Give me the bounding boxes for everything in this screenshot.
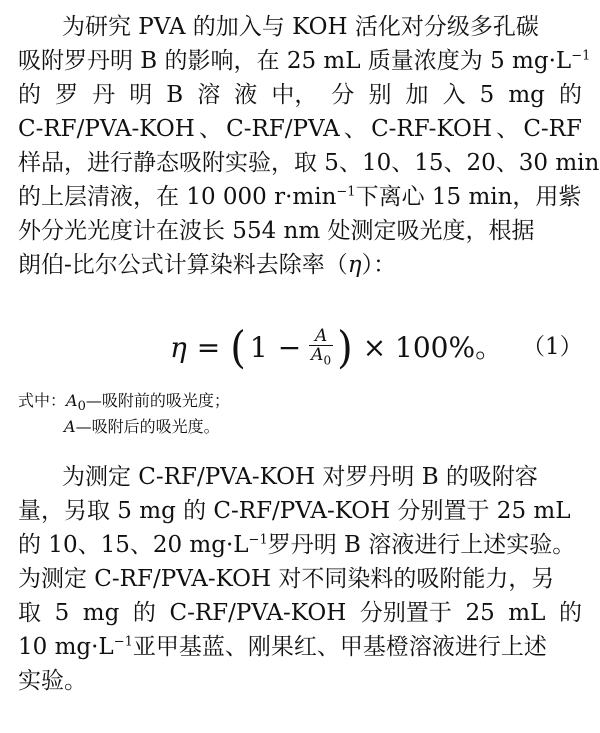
note-a0-sub: 0: [77, 399, 86, 415]
p1-line-4-word: 、: [343, 116, 367, 142]
p2-line-6: [18, 632, 582, 662]
p1-line-6-b: 下离心 15 min，用紫: [355, 184, 582, 210]
p2-line-5: [18, 598, 582, 628]
p1-line-3-word: 的: [558, 82, 582, 108]
p1-line-4-word: 、: [198, 116, 222, 142]
note-a0-symbol: A: [66, 391, 78, 410]
p2-line-5-word: mg: [82, 600, 120, 626]
p2-line-5-word: 分别置于: [359, 600, 452, 626]
eq-right-paren: ): [337, 322, 353, 374]
p1-line-3-word: 明: [129, 82, 153, 108]
eq-denominator-sub: 0: [323, 353, 332, 368]
p2-line-2: 量，另取 5 mg 的 C-RF/PVA-KOH 分别置于 25 mL: [18, 498, 571, 524]
p1-line-4-word: C-RF/PVA: [226, 116, 340, 142]
p1-line-3-word: 液: [234, 82, 258, 108]
p2-line-5-word: C-RF/PVA-KOH: [169, 600, 347, 626]
p1-line-4-word: C-RF-KOH: [371, 116, 492, 142]
p1-line-3-word: 的: [18, 82, 41, 108]
p2-line-5-word: mL: [508, 600, 546, 626]
p2-line-7: 实验。: [18, 668, 87, 694]
equation: [170, 322, 504, 374]
p2-line-3: [18, 530, 582, 560]
p1-line-1: 为研究 PVA 的加入与 KOH 活化对分级多孔碳: [62, 14, 539, 40]
p1-line-4-word: C-RF/PVA-KOH: [18, 116, 195, 142]
eq-denominator-symbol: A: [311, 344, 324, 365]
unit-superscript: −1: [571, 48, 591, 64]
eq-one: 1: [249, 331, 268, 364]
eq-fraction: [309, 327, 333, 369]
note-prefix: 式中：: [18, 391, 67, 410]
p1-line-2: [18, 46, 591, 76]
eq-minus: −: [277, 331, 302, 364]
p1-line-2-text: 吸附罗丹明 B 的影响，在 25 mL 质量浓度为 5 mg·L: [18, 48, 572, 74]
p1-line-3-word: 入: [442, 82, 466, 108]
eta-symbol: η: [347, 252, 362, 278]
p2-line-3-b: 罗丹明 B 溶液进行上述实验。: [267, 532, 576, 558]
p1-line-4-word: C-RF: [523, 116, 582, 142]
p2-line-6-b: 亚甲基蓝、刚果红、甲基橙溶液进行上述: [132, 634, 547, 660]
p1-line-3-word: 中，: [271, 82, 318, 108]
p1-line-6: [18, 182, 582, 212]
eq-lhs: η: [170, 331, 187, 364]
p1-line-3: [18, 80, 582, 110]
p1-line-3-word: 丹: [92, 82, 116, 108]
p2-line-5-word: 5: [54, 600, 70, 626]
note-a-symbol: A: [64, 417, 76, 436]
p1-line-8-b: ）：: [361, 252, 397, 278]
p1-line-4: [18, 114, 582, 144]
p1-line-8: [18, 250, 582, 280]
p2-line-5-word: 的: [558, 600, 582, 626]
p1-line-3-word: B: [166, 82, 184, 108]
p2-line-5-word: 取: [18, 600, 41, 626]
note-a0: [18, 390, 230, 415]
p1-line-4-word: 、: [496, 116, 520, 142]
p1-line-3-word: 别: [368, 82, 392, 108]
unit-superscript: −1: [336, 184, 356, 200]
eq-numerator: A: [314, 325, 328, 346]
p1-line-5: 样品，进行静态吸附实验，取 5、10、15、20、30 min: [18, 150, 600, 176]
note-a-text: —吸附后的吸光度。: [75, 417, 220, 436]
p2-line-6-a: 10 mg·L: [18, 634, 114, 660]
p2-line-1: 为测定 C-RF/PVA-KOH 对罗丹明 B 的吸附容: [62, 464, 538, 490]
p2-line-5-word: 25: [465, 600, 495, 626]
p2-line-3-a: 的 10、15、20 mg·L: [18, 532, 249, 558]
p1-line-7: 外分光光度计在波长 554 nm 处测定吸光度，根据: [18, 218, 535, 244]
p2-line-4: 为测定 C-RF/PVA-KOH 对不同染料的吸附能力，另: [18, 566, 555, 592]
p1-line-3-word: 5: [479, 82, 495, 108]
eq-times-100: × 100%。: [362, 331, 504, 364]
note-a0-text: —吸附前的吸光度；: [85, 391, 230, 410]
p1-line-8-a: 朗伯-比尔公式计算染料去除率（: [18, 252, 348, 278]
eq-denominator: [309, 345, 333, 369]
unit-superscript: −1: [248, 532, 268, 548]
unit-superscript: −1: [113, 634, 133, 650]
eq-left-paren: (: [230, 322, 246, 374]
p1-line-3-word: 加: [405, 82, 429, 108]
p1-line-3-word: 分: [331, 82, 355, 108]
p2-line-5-word: 的: [132, 600, 156, 626]
p1-line-3-word: mg: [508, 82, 545, 108]
p1-line-3-word: 罗: [55, 82, 79, 108]
note-a: [64, 416, 220, 438]
equation-number: （1）: [522, 334, 583, 360]
eq-equals: =: [196, 331, 221, 364]
p1-line-3-word: 溶: [197, 82, 221, 108]
equation-row: [0, 318, 600, 378]
p1-line-6-a: 的上层清液，在 10 000 r·min: [18, 184, 337, 210]
